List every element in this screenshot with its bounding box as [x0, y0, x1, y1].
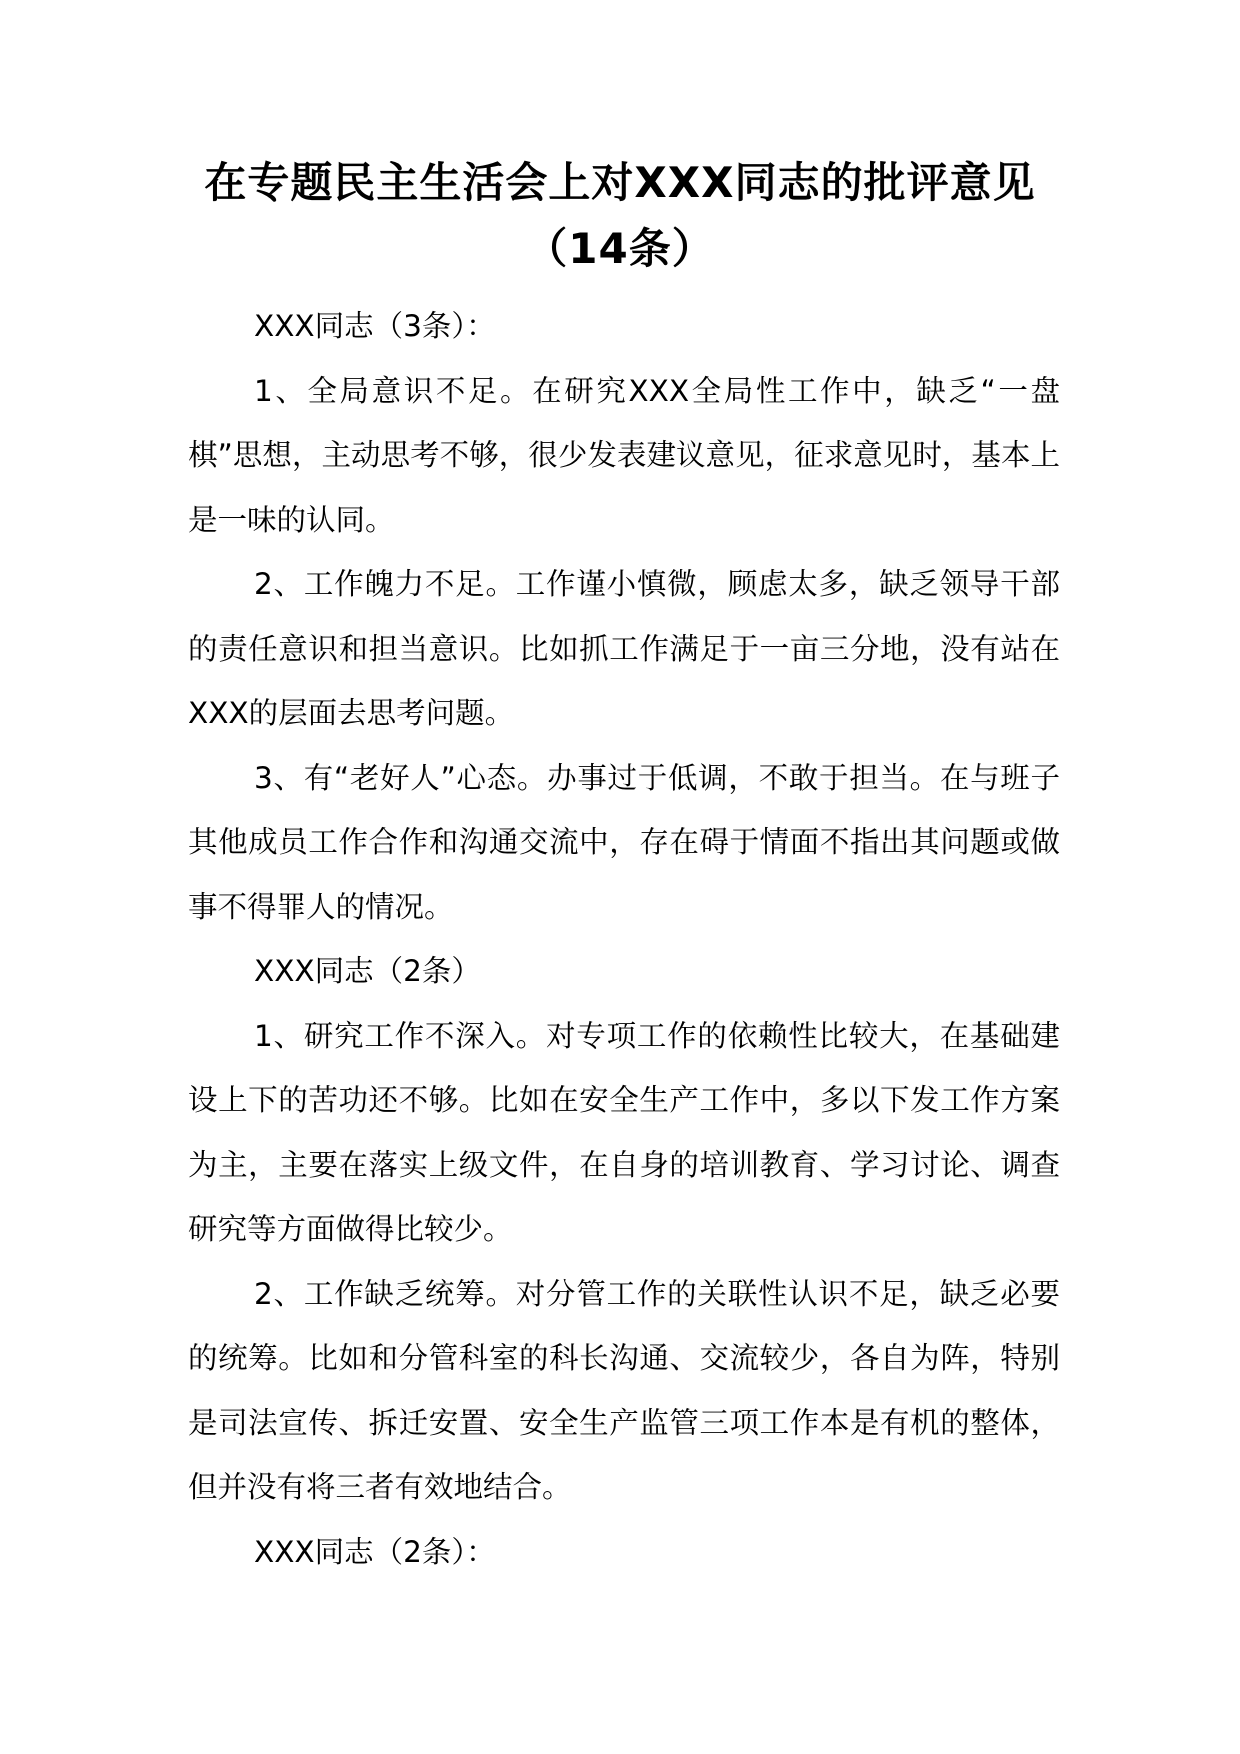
section-heading: XXX同志（2条）：	[254, 1534, 496, 1569]
paragraph: 2、工作魄力不足。工作谨小慎微，顾虑太多，缺乏领导干部的责任意识和担当意识。比如抓工作满足于一亩三分地，没有站在XXX的层面去思考问题。	[188, 567, 1060, 730]
section-heading: XXX同志（3条）：	[254, 309, 496, 343]
document-body	[188, 294, 1060, 1584]
paragraph: 2、工作缺乏统筹。对分管工作的关联性认识不足，缺乏必要的统筹。比如和分管科室的科长沟通、交流较少，各自为阵，特别是司法宣传、拆迁安置、安全生产监管三项工作本是有机的整体，但并没有将三者有效地结合。	[188, 1276, 1060, 1504]
section-heading: XXX同志（2条）	[254, 954, 481, 988]
paragraph: 1、研究工作不深入。对专项工作的依赖性比较大，在基础建设上下的苦功还不够。比如在安全生产工作中，多以下发工作方案为主，主要在落实上级文件，在自身的培训教育、学习讨论、调查研究等方面做得比较少。	[188, 1018, 1060, 1246]
paragraph: 1、全局意识不足。在研究XXX全局性工作中，缺乏“一盘棋”思想，主动思考不够，很少发表建议意见，征求意见时，基本上是一味的认同。	[188, 373, 1060, 537]
paragraph: 3、有“老好人”心态。办事过于低调，不敢于担当。在与班子其他成员工作合作和沟通交流中，存在碍于情面不指出其问题或做事不得罪人的情况。	[188, 760, 1060, 924]
document-title: 在专题民主生活会上对XXX同志的批评意见（14条）	[204, 158, 1036, 273]
